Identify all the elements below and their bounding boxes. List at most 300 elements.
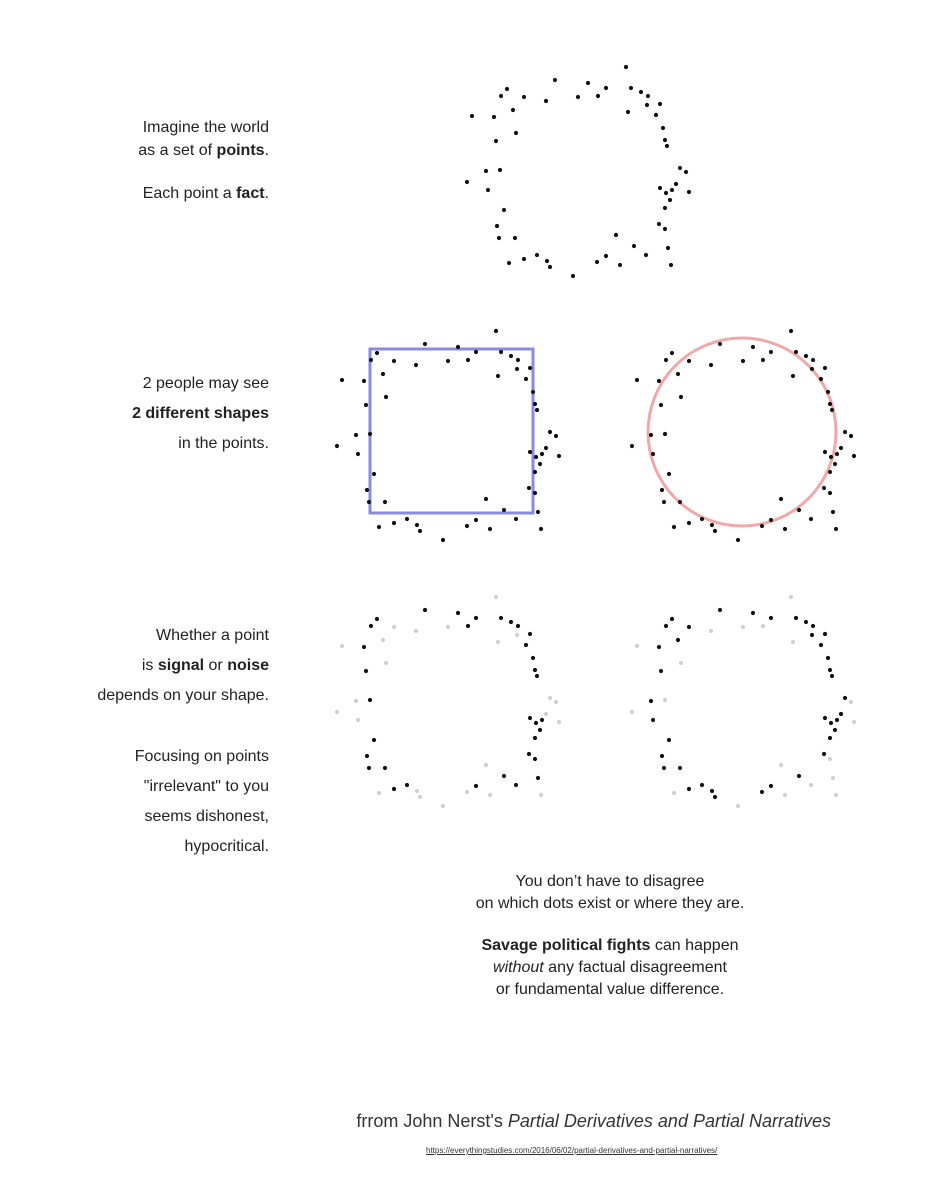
credit-prefix: frrom John Nerst's [356,1111,508,1131]
signal-line-1: Whether a point [156,627,269,644]
square-view-dot [515,367,519,371]
noise-dot [672,791,676,795]
fact-dot [544,99,548,103]
circle-view-dot [670,351,674,355]
signal-dot [538,728,542,732]
noise-dot [741,625,745,629]
signal-dot [810,633,814,637]
signal-dot [769,784,773,788]
circle-view-dot [687,521,691,525]
signal-line-6: seems dishonest, [144,808,269,825]
square-view-dot [533,470,537,474]
circle-view-dot [630,444,634,448]
signal-dot [375,617,379,621]
noise-dot [831,776,835,780]
intro-line-3-post: . [264,185,269,202]
circle-view-dot [797,508,801,512]
signal-dot [362,645,366,649]
fact-dot [604,254,608,258]
noise-dot [779,763,783,767]
circle-view-dot [828,491,832,495]
signal-dot [713,795,717,799]
square-view-dot [540,452,544,456]
square-view-dot [372,472,376,476]
fact-dot [553,78,557,82]
signal-dot [649,699,653,703]
signal-dot [533,736,537,740]
conclusion-line-5: or fundamental value difference. [495,981,725,998]
noise-dot [635,644,639,648]
signal-dot [687,787,691,791]
signal-dot [383,766,387,770]
noise-dot [340,644,344,648]
fact-dot [497,236,501,240]
circle-view-dot [663,432,667,436]
square-view-dot [384,395,388,399]
fact-dot [514,131,518,135]
signal-dot [811,624,815,628]
square-view-dot [381,372,385,376]
square-view-dot [414,363,418,367]
square-view-dot [528,366,532,370]
square-view-dot [535,408,539,412]
fact-dot [465,180,469,184]
signal-dot [405,783,409,787]
fact-dot [665,144,669,148]
square-view-dot [369,358,373,362]
noise-dot [494,595,498,599]
fact-dot [632,244,636,248]
fact-dot [646,94,650,98]
signal-dot [662,766,666,770]
signal-dot [823,716,827,720]
circle-view-dot [662,500,666,504]
square-view-dot [340,378,344,382]
square-view-dot [502,508,506,512]
intro-line-3-pre: Each point a [142,185,237,202]
circle-view-dot [830,408,834,412]
noise-dot [783,793,787,797]
signal-dot [700,783,704,787]
square-view-dot [415,523,419,527]
circle-view-dot [713,529,717,533]
noise-dot [761,624,765,628]
signal-dot [804,620,808,624]
noise-dot [834,793,838,797]
fact-dot [614,233,618,237]
square-view-dot [377,525,381,529]
square-view-dot [423,342,427,346]
fact-dot [522,257,526,261]
fact-dot [505,87,509,91]
signal-dot [826,656,830,660]
circle-view-dot [822,486,826,490]
signal-line-2-mid: or [204,657,228,674]
noise-dot [377,791,381,795]
fact-dot [663,227,667,231]
signal-dot [364,669,368,673]
signal-dot [499,616,503,620]
circle-view-dot [831,510,835,514]
signal-dot [797,774,801,778]
fact-dot [669,263,673,267]
circle-view-dot [769,518,773,522]
signal-dot [516,624,520,628]
signal-dot [830,674,834,678]
noise-dot [630,710,634,714]
signal-dot [670,617,674,621]
fact-dot [618,263,622,267]
signal-dot [372,738,376,742]
signal-dot [474,784,478,788]
circle-view-dot [651,452,655,456]
circle-view-dot [761,358,765,362]
circle-view-dot [843,430,847,434]
fact-dot [494,139,498,143]
circle-view-dot [649,433,653,437]
signal-dot [509,620,513,624]
square-view-dot [474,350,478,354]
circle-view-dot [660,488,664,492]
circle-view-dot [718,342,722,346]
circle-view-dot [823,450,827,454]
noise-dot [446,625,450,629]
square-view-dot [364,403,368,407]
signal-line-5: "irrelevant" to you [143,778,269,795]
signal-dot [651,718,655,722]
square-view-dot [536,510,540,514]
signal-dot [835,718,839,722]
circle-view-dot [834,527,838,531]
noise-dot [354,699,358,703]
fact-dot [502,208,506,212]
signal-dot [531,656,535,660]
square-view-dot [368,432,372,436]
signal-dot [687,625,691,629]
fact-dot [664,191,668,195]
circle-view-dot [679,395,683,399]
source-link[interactable]: https://everythingstudies.com/2016/06/02/partial-derivatives-and-partial-narratives/ [426,1146,718,1155]
circle-view-dot [672,525,676,529]
fact-dot [663,138,667,142]
signal-bold: signal [157,657,205,674]
fact-dot [498,168,502,172]
noise-dot [488,793,492,797]
circle-view-dot [710,523,714,527]
savage-fights-bold: Savage political fights [481,937,651,954]
circle-view-dot [783,527,787,531]
square-view-dot [474,518,478,522]
noise-dot [515,633,519,637]
noise-dot [736,804,740,808]
square-view-dot [456,345,460,349]
square-view-dot [466,358,470,362]
signal-dot [466,624,470,628]
fact-dot [654,113,658,117]
signal-dot [659,669,663,673]
circle-view-dot [833,462,837,466]
square-view-dot [539,527,543,531]
fact-dot [687,190,691,194]
circle-view-dot [810,367,814,371]
square-view-dot [354,433,358,437]
circle-view-dot [709,363,713,367]
circle-view-dot [819,377,823,381]
circle-view-dot [769,350,773,354]
signal-dot [369,624,373,628]
without-italic: without [493,959,544,976]
fact-dot [604,86,608,90]
square-view-dot [362,379,366,383]
noise-dot [789,595,793,599]
signal-dot [667,738,671,742]
signal-dot [829,721,833,725]
fact-dot [624,65,628,69]
circle-view-dot [809,517,813,521]
fact-dot [535,253,539,257]
fact-dot [486,188,490,192]
noise-dot [849,700,853,704]
signal-dot [365,754,369,758]
signal-dot [822,752,826,756]
circle-view-dot [804,354,808,358]
signal-line-3: depends on your shape. [97,687,269,704]
noise-dot [663,698,667,702]
noise-dot [415,789,419,793]
signal-dot [828,668,832,672]
circle-view-dot [829,455,833,459]
signal-dot [819,643,823,647]
shapes-line-3: in the points. [178,435,269,452]
circle-view-dot [664,358,668,362]
circle-view-dot [789,329,793,333]
signal-dot [535,674,539,678]
noise-dot [679,661,683,665]
fact-dot [663,206,667,210]
conclusion-line-1: You don’t have to disagree [515,873,705,890]
noise-dot [852,720,856,724]
square-view-dot [527,486,531,490]
noise-dot [465,790,469,794]
circle-view-dot [657,379,661,383]
fact-dot [596,94,600,98]
signal-dot [502,774,506,778]
noise-dot [809,783,813,787]
circle-view-dot [667,472,671,476]
square-view-dot [533,491,537,495]
circle-view-dot [760,524,764,528]
square-view-dot [509,354,513,358]
signal-dot [676,638,680,642]
signal-dot [533,668,537,672]
fact-dot [586,81,590,85]
fact-dot [668,198,672,202]
square-view-dot [365,488,369,492]
noise-dot [496,640,500,644]
circle-view-dot [659,403,663,407]
square-view-dot [514,517,518,521]
noise-dot [828,757,832,761]
fact-dot [576,95,580,99]
signal-dot [534,721,538,725]
noise-dot [418,795,422,799]
fact-dot [684,170,688,174]
noise-dot [441,804,445,808]
signal-dot [664,624,668,628]
signal-dot [833,728,837,732]
circle-view-dot [791,374,795,378]
circle-view-dot [828,470,832,474]
fact-dot [492,115,496,119]
signal-line-4: Focusing on points [134,748,269,765]
circle-view-dot [736,538,740,542]
signal-dot [540,718,544,722]
square-view-dot [392,521,396,525]
intro-line-2-post: . [264,142,269,159]
square-view-dot [356,452,360,456]
circle-view-dot [852,454,856,458]
circle-view-dot [751,345,755,349]
fact-dot [645,103,649,107]
fact-dot [658,102,662,106]
fact-dot [644,253,648,257]
fact-dot [470,114,474,118]
square-view-dot [446,359,450,363]
fact-dot [511,108,515,112]
noise-dot [557,720,561,724]
fact-bold: fact [236,185,265,202]
noise-dot [709,629,713,633]
noise-dot [554,700,558,704]
intro-line-1: Imagine the world [142,119,269,136]
shapes-line-2: 2 different shapes [132,405,269,422]
signal-dot [823,632,827,636]
square-view-dot [557,454,561,458]
square-view-dot [554,434,558,438]
signal-dot [718,608,722,612]
fact-dot [666,246,670,250]
square-view-dot [534,455,538,459]
fact-dot [545,259,549,263]
signal-dot [514,783,518,787]
square-shape [370,349,533,513]
conclusion-line-3-post: can happen [650,937,739,954]
circle-view-dot [794,350,798,354]
fact-dot [595,260,599,264]
fact-dot [658,186,662,190]
circle-view-dot [828,402,832,406]
square-view-dot [496,374,500,378]
fact-dot [629,86,633,90]
signal-dot [760,790,764,794]
square-view-dot [516,358,520,362]
square-view-dot [405,517,409,521]
square-view-dot [465,524,469,528]
circle-view-dot [635,378,639,382]
circle-view-dot [826,390,830,394]
noise-dot [392,625,396,629]
circle-view-dot [676,372,680,376]
shapes-line-1: 2 people may see [142,375,269,392]
circle-view-dot [779,497,783,501]
noise-dot [544,712,548,716]
square-view-dot [494,329,498,333]
circle-shape [648,338,836,526]
circle-view-dot [839,446,843,450]
square-view-dot [499,350,503,354]
conclusion-line-2: on which dots exist or where they are. [475,895,745,912]
signal-dot [751,611,755,615]
fact-dot [484,169,488,173]
square-view-dot [418,529,422,533]
fact-dot [661,126,665,130]
fact-dot [657,222,661,226]
signal-dot [794,616,798,620]
signal-dot [843,696,847,700]
circle-view-dot [823,366,827,370]
noise-dot [548,696,552,700]
noise-dot [484,763,488,767]
square-view-dot [335,444,339,448]
fact-dot [507,261,511,265]
signal-dot [769,616,773,620]
noise-dot [381,638,385,642]
square-view-dot [544,446,548,450]
noise-dot [356,718,360,722]
signal-dot [527,752,531,756]
circle-view-dot [835,452,839,456]
fact-dot [639,90,643,94]
square-view-dot [367,500,371,504]
circle-view-dot [811,358,815,362]
fact-dot [670,188,674,192]
circle-view-dot [678,500,682,504]
signal-dot [839,712,843,716]
fact-dot [499,94,503,98]
signal-dot [474,616,478,620]
signal-dot [524,643,528,647]
circle-view-dot [687,359,691,363]
signal-dot [536,776,540,780]
square-view-dot [441,538,445,542]
signal-dot [710,789,714,793]
fact-dot [548,265,552,269]
conclusion-line-4-post: any factual disagreement [543,959,727,976]
signal-dot [828,736,832,740]
noise-dot [414,629,418,633]
square-view-dot [484,497,488,501]
square-view-dot [533,402,537,406]
signal-dot [456,611,460,615]
points-bold: points [216,142,265,159]
noise-bold: noise [227,657,269,674]
square-view-dot [538,462,542,466]
noise-dot [791,640,795,644]
signal-dot [392,787,396,791]
signal-dot [368,698,372,702]
square-view-dot [392,359,396,363]
square-view-dot [548,430,552,434]
fact-dot [522,95,526,99]
signal-dot [528,632,532,636]
square-view-dot [531,390,535,394]
fact-dot [571,274,575,278]
circle-view-dot [741,359,745,363]
signal-dot [660,754,664,758]
intro-line-2-pre: as a set of [138,142,217,159]
signal-dot [528,716,532,720]
signal-dot [367,766,371,770]
